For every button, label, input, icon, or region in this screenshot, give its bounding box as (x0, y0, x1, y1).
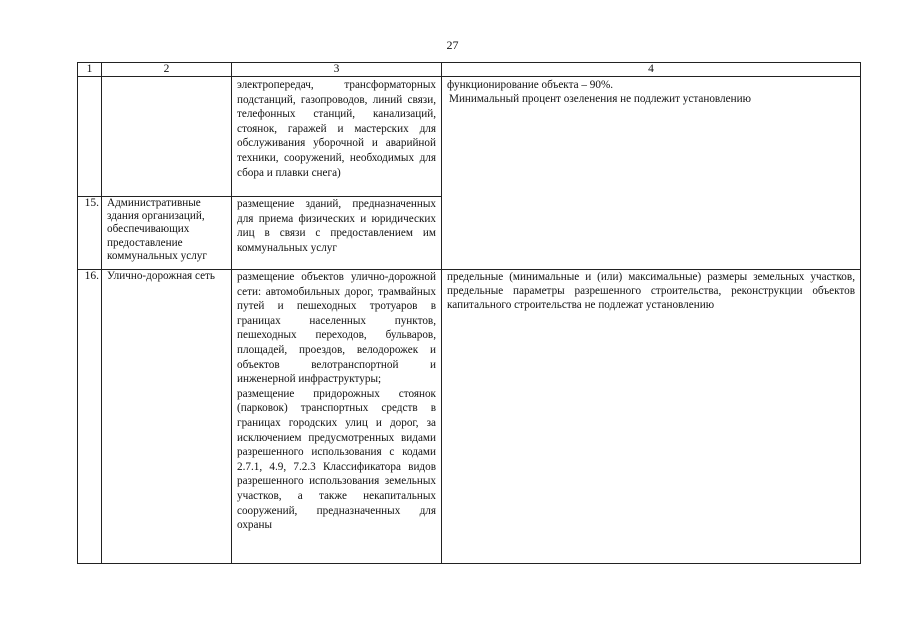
row-number: 16. (78, 270, 102, 564)
parameter-text: предельные (минимальные и (или) максимальные) размеры земельных участков, предельные параметры разрешенного строительства, реконструкции объектов капитального строительства не подлежат установлению (447, 271, 855, 312)
column-header-1: 1 (78, 63, 102, 77)
row-name (102, 77, 232, 197)
table-row (78, 77, 861, 197)
description-clip (237, 270, 436, 563)
row-number (78, 77, 102, 197)
row-description (232, 270, 442, 564)
row-parameters (442, 270, 861, 564)
description-text: размещение объектов улично-дорожной сети: автомобильных дорог, трамвайных путей и пешеходных тротуаров в границах населенных пунктов, пешеходных переходов, бульваров, площадей, проездов, велодорожек и объектов велотранспортной и инженерной инфраструктуры; (237, 271, 436, 386)
parameter-text: функционирование объекта – 90%. (447, 79, 614, 91)
column-header-4: 4 (442, 63, 861, 77)
column-header-2: 2 (102, 63, 232, 77)
table-header-row (78, 63, 861, 77)
description-text: размещение придорожных стоянок (парковок) транспортных средств в границах городских улиц и дорог, за исключением предусмотренных видами разрешенного использования с кодами 2.7.1, 4.9, 7.2.3 Классификатора видов разрешенного использования земельных участков, а также некапитальных сооружений, предназначенных для охраны (237, 387, 436, 532)
table-row (78, 270, 861, 564)
row-parameters (442, 77, 861, 270)
parameter-text: Минимальный процент озеленения не подлежит установлению (449, 93, 751, 106)
column-header-3: 3 (232, 63, 442, 77)
row-number: 15. (78, 197, 102, 270)
regulations-table (77, 62, 861, 564)
page-number: 27 (446, 38, 459, 52)
row-name: Административные здания организаций, обеспечивающих предоставление коммунальных услуг (102, 197, 232, 270)
description-text: размещение зданий, предназначенных для приема физических и юридических лиц в связи с предоставлением им коммунальных услуг (237, 198, 436, 254)
row-description (232, 77, 442, 197)
row-description (232, 197, 442, 270)
row-name: Улично-дорожная сеть (102, 270, 232, 564)
description-text: электропередач, трансформаторных подстанций, газопроводов, линий связи, телефонных станций, канализаций, стоянок, гаражей и мастерских для обслуживания уборочной и аварийной техники, сооружений, необходимых для сбора и плавки снега) (237, 79, 436, 179)
